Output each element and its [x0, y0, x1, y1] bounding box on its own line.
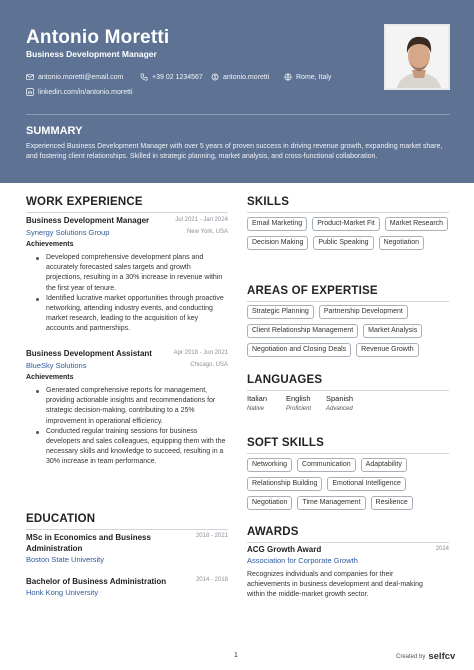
language-level: Advanced	[326, 406, 353, 412]
expertise-tag: Client Relationship Management	[247, 324, 358, 338]
portrait-image	[386, 26, 450, 90]
soft-skill-tag: Communication	[297, 458, 356, 472]
education-degree: Bachelor of Business Administration	[26, 577, 167, 586]
job-company: Synergy Solutions Group	[26, 228, 110, 237]
profile-photo	[384, 24, 450, 90]
soft-skills-heading: SOFT SKILLS	[247, 437, 324, 449]
soft-skills-rule	[247, 453, 449, 454]
skill-tag: Email Marketing	[247, 217, 307, 231]
candidate-role: Business Development Manager	[26, 49, 157, 59]
candidate-name: Antonio Moretti	[26, 27, 170, 48]
skill-tag: Public Speaking	[313, 236, 373, 250]
expertise-heading: AREAS OF EXPERTISE	[247, 285, 378, 297]
language-name: Italian	[247, 394, 268, 403]
soft-skill-tag: Adaptability	[361, 458, 407, 472]
education-entry	[26, 532, 228, 564]
creator-credit[interactable]	[396, 651, 455, 662]
achievement-list	[34, 253, 226, 335]
experience-rule	[26, 212, 228, 213]
contact-email[interactable]	[26, 73, 123, 81]
education-dates: 2014 - 2018	[195, 577, 228, 583]
soft-skill-tag: Relationship Building	[247, 477, 322, 491]
summary-heading: SUMMARY	[26, 125, 83, 137]
experience-heading: WORK EXPERIENCE	[26, 196, 143, 208]
contact-location	[284, 73, 331, 81]
location-icon	[284, 73, 292, 81]
education-degree: MSc in Economics and Business Administration	[26, 533, 151, 553]
skills-tags	[247, 217, 452, 250]
skill-tag: Product-Market Fit	[312, 217, 380, 231]
page-number: 1	[234, 652, 238, 659]
awards-rule	[247, 542, 449, 543]
language-level: Proficient	[286, 406, 312, 412]
job-title: Business Development Manager	[26, 216, 150, 225]
job-entry	[26, 216, 228, 342]
contact-phone-text: +39 02 1234567	[152, 73, 203, 81]
job-location: Chicago, USA	[190, 362, 228, 368]
soft-skill-tag: Emotional Intelligence	[327, 477, 406, 491]
contact-phone[interactable]	[140, 73, 203, 81]
awards-heading: AWARDS	[247, 526, 299, 538]
award-description: Recognizes individuals and companies for their achievements in business development and deal-making within the middle-market growth sector.	[247, 571, 423, 599]
soft-skill-tag: Networking	[247, 458, 292, 472]
education-school: Honk Kong University	[26, 588, 99, 597]
contact-skype-text: antonio.moretti	[223, 73, 270, 81]
linkedin-icon	[26, 88, 34, 96]
skill-tag: Decision Making	[247, 236, 308, 250]
job-dates: Apr 2018 - Jun 2021	[173, 350, 228, 356]
languages-heading: LANGUAGES	[247, 374, 323, 386]
education-heading: EDUCATION	[26, 513, 96, 525]
summary-text: Experienced Business Development Manager with over 5 years of proven success in driving revenue growth, expanding market share, and fostering client relationships. Skilled in strategic planning, market analysis, and cross-functional collaboration.	[26, 143, 443, 161]
job-title: Business Development Assistant	[26, 349, 152, 358]
contact-location-text: Rome, Italy	[296, 73, 332, 81]
phone-icon	[140, 73, 148, 81]
expertise-tag: Partnership Development	[319, 305, 408, 319]
job-company: BlueSky Solutions	[26, 361, 87, 370]
education-entry	[26, 576, 228, 597]
soft-skills-tags	[247, 458, 452, 510]
header-divider	[26, 114, 450, 115]
achievement-item: Generated comprehensive reports for management, providing actionable insights and recommendations for strategic decision-making, contributing to a 25% improvement in operational efficiency.	[34, 386, 226, 427]
award-organization: Association for Corporate Growth	[247, 556, 358, 565]
job-entry	[26, 349, 228, 499]
skill-tag: Market Research	[385, 217, 448, 231]
contact-skype[interactable]	[211, 73, 269, 81]
credit-label: Created by	[396, 653, 426, 660]
job-location: New York, USA	[186, 229, 228, 235]
expertise-tag: Market Analysis	[363, 324, 422, 338]
contact-linkedin[interactable]	[26, 88, 133, 96]
achievements-label: Achievements	[26, 374, 74, 381]
contact-email-text: antonio.moretti@email.com	[38, 73, 124, 81]
expertise-rule	[247, 301, 449, 302]
achievements-label: Achievements	[26, 241, 74, 248]
education-school: Boston State University	[26, 555, 104, 564]
achievement-item: Identified lucrative market opportunities through proactive networking, attending industry events, and conducting market research, leading to the acquisition of key accounts and partnerships.	[34, 294, 226, 335]
expertise-tag: Strategic Planning	[247, 305, 314, 319]
education-dates: 2018 - 2021	[195, 533, 228, 539]
award-year: 2024	[435, 546, 449, 552]
language-item	[286, 394, 311, 412]
soft-skill-tag: Time Management	[297, 496, 365, 510]
skills-rule	[247, 212, 449, 213]
credit-brand-logo: selfcv	[428, 651, 456, 662]
mail-icon	[26, 73, 34, 81]
soft-skill-tag: Resilience	[371, 496, 413, 510]
expertise-tag: Negotiation and Closing Deals	[247, 343, 351, 357]
expertise-tags	[247, 305, 452, 357]
skills-heading: SKILLS	[247, 196, 290, 208]
language-item	[326, 394, 353, 412]
language-level: Native	[247, 406, 265, 412]
language-name: Spanish	[326, 394, 354, 403]
contact-linkedin-text: linkedin.com/in/antonio.moretti	[38, 88, 133, 96]
achievement-list	[34, 386, 226, 468]
soft-skill-tag: Negotiation	[247, 496, 292, 510]
languages-rule	[247, 390, 449, 391]
job-dates: Jul 2021 - Jan 2024	[175, 217, 228, 223]
expertise-tag: Revenue Growth	[356, 343, 419, 357]
header-band	[0, 0, 474, 183]
award-entry	[247, 545, 449, 601]
achievement-item: Developed comprehensive development plans and accurately forecasted sales targets and growth projections, resulting in a 30% increase in revenue within the first year of tenure.	[34, 253, 226, 294]
language-item	[247, 394, 267, 412]
achievement-item: Conducted regular training sessions for business developers and sales colleagues, equipping them with the necessary skills and knowledge to succeed, resulting in a 30% increase in team performance.	[34, 427, 226, 468]
award-title: ACG Growth Award	[247, 545, 322, 554]
skill-tag: Negotiation	[379, 236, 424, 250]
education-rule	[26, 529, 228, 530]
language-name: English	[286, 394, 311, 403]
skype-icon	[211, 73, 219, 81]
